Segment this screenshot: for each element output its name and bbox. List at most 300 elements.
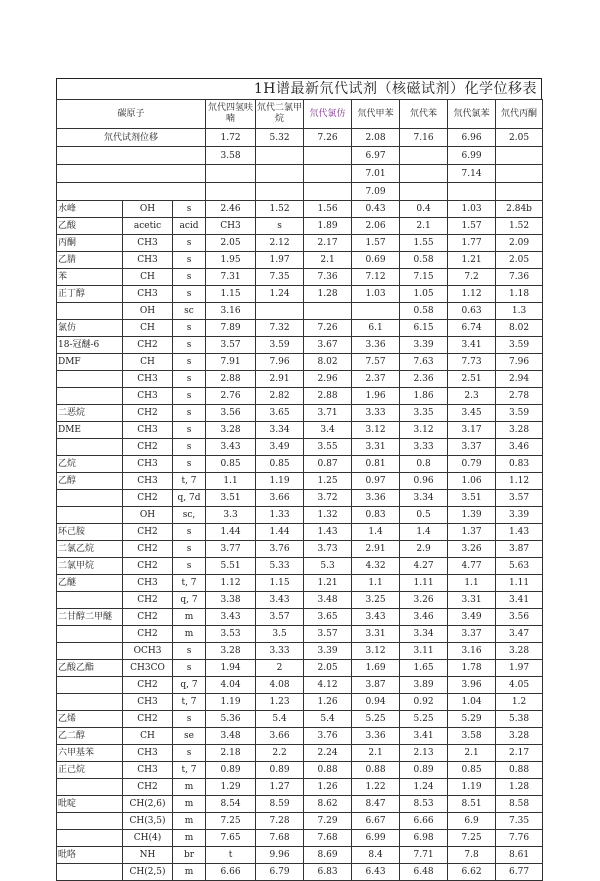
shift-value: 4.04	[206, 677, 256, 694]
shift-value: 5.4	[304, 711, 352, 728]
shift-value: 3.47	[496, 626, 543, 643]
shift-value: 1.05	[400, 286, 448, 303]
shift-value: 1.21	[304, 575, 352, 592]
compound-row	[57, 626, 543, 643]
shift-value: 3.43	[206, 439, 256, 456]
shift-value: 3.25	[352, 592, 400, 609]
shift-value	[448, 183, 496, 201]
shift-value: 3.36	[352, 728, 400, 745]
multiplicity: se	[173, 728, 206, 745]
shift-value: 3.43	[352, 609, 400, 626]
compound-name: 二恶烷	[57, 405, 123, 422]
shift-value: 4.27	[400, 558, 448, 575]
shift-value: 1.2	[496, 694, 543, 711]
shift-value: 1.25	[304, 473, 352, 490]
shift-value: 7.12	[352, 269, 400, 286]
shift-value: 5.4	[256, 711, 304, 728]
compound-row	[57, 201, 543, 218]
group-label: CH(4)	[123, 830, 173, 847]
multiplicity: s	[173, 745, 206, 762]
shift-value: 1.15	[256, 575, 304, 592]
shift-value: 2.12	[256, 235, 304, 252]
compound-row	[57, 711, 543, 728]
shift-value: 3.26	[400, 592, 448, 609]
shift-value: 6.99	[448, 147, 496, 165]
compound-name: DME	[57, 422, 123, 439]
shift-value	[256, 303, 304, 320]
shift-value: 1.37	[448, 524, 496, 541]
compound-name: 18-冠醚-6	[57, 337, 123, 354]
spreadsheet	[56, 78, 542, 881]
shift-value	[496, 165, 543, 183]
group-label: CH3	[123, 422, 173, 439]
shift-value: 1.65	[400, 660, 448, 677]
shift-value: 5.29	[448, 711, 496, 728]
shift-value: 3.41	[448, 337, 496, 354]
shift-value: 2.2	[256, 745, 304, 762]
shift-value: 8.58	[496, 796, 543, 813]
compound-row	[57, 796, 543, 813]
compound-row	[57, 762, 543, 779]
shift-value: 8.61	[496, 847, 543, 864]
compound-name: 乙酸	[57, 218, 123, 235]
compound-name: 二氯甲烷	[57, 558, 123, 575]
shift-value: 1.77	[448, 235, 496, 252]
compound-name: 苯	[57, 269, 123, 286]
compound-name: 环己胺	[57, 524, 123, 541]
compound-name: 乙酸乙酯	[57, 660, 123, 677]
shift-value: 3.16	[206, 303, 256, 320]
shift-value: 7.01	[352, 165, 400, 183]
shift-value	[256, 183, 304, 201]
shift-value: 8.62	[304, 796, 352, 813]
shift-value: t	[206, 847, 256, 864]
multiplicity: s	[173, 320, 206, 337]
compound-name: 吡咯	[57, 847, 123, 864]
shift-value: 3.37	[448, 439, 496, 456]
compound-row	[57, 660, 543, 677]
shift-value: 1.4	[400, 524, 448, 541]
header-cdcl3: 氘代氯仿	[304, 100, 352, 129]
shift-value: 3.12	[400, 422, 448, 439]
shift-value: 3.48	[304, 592, 352, 609]
multiplicity: s	[173, 354, 206, 371]
shift-value: 3.33	[400, 439, 448, 456]
shift-value: 3.37	[448, 626, 496, 643]
shift-value: 6.98	[400, 830, 448, 847]
shift-value: 1.1	[448, 575, 496, 592]
shift-value: CH3	[206, 218, 256, 235]
shift-value: 7.76	[496, 830, 543, 847]
shift-value: 5.32	[256, 129, 304, 147]
shift-value: 2.06	[352, 218, 400, 235]
shift-value: 3.34	[400, 490, 448, 507]
compound-name: 乙腈	[57, 252, 123, 269]
shift-value: 6.62	[448, 864, 496, 881]
group-label: CH2	[123, 609, 173, 626]
compound-name	[57, 626, 123, 643]
compound-row	[57, 677, 543, 694]
shift-value: s	[256, 218, 304, 235]
shift-value: 4.12	[304, 677, 352, 694]
shift-value: 3.48	[206, 728, 256, 745]
shift-value: 3.33	[352, 405, 400, 422]
shift-value: 2.05	[496, 252, 543, 269]
shift-value: 3.49	[448, 609, 496, 626]
shift-value: 3.51	[206, 490, 256, 507]
multiplicity: t, 7	[173, 762, 206, 779]
group-label: CH2	[123, 779, 173, 796]
shift-value: 3.31	[448, 592, 496, 609]
shift-value: 1.94	[206, 660, 256, 677]
shift-value: 1.52	[256, 201, 304, 218]
header-thf-d8: 氘代四氢呋喃	[206, 100, 256, 129]
shift-value: 2.3	[448, 388, 496, 405]
header-row	[57, 100, 543, 129]
shift-value: 7.35	[256, 269, 304, 286]
shift-value: 7.29	[304, 813, 352, 830]
group-label: CH2	[123, 677, 173, 694]
shift-value: 8.53	[400, 796, 448, 813]
shift-value: 7.68	[304, 830, 352, 847]
compound-name: 乙醇	[57, 473, 123, 490]
shift-value: 3.39	[496, 507, 543, 524]
shift-value: 0.58	[400, 303, 448, 320]
multiplicity: s	[173, 405, 206, 422]
shift-value: 0.87	[304, 456, 352, 473]
compound-name	[57, 490, 123, 507]
shift-value: 3.65	[256, 405, 304, 422]
compound-row	[57, 286, 543, 303]
shift-value: 3.59	[496, 337, 543, 354]
shift-value: 7.91	[206, 354, 256, 371]
header-cd2cl2: 氘代二氯甲烷	[256, 100, 304, 129]
shift-value: 2.84b	[496, 201, 543, 218]
compound-name: 二甘醇二甲醚	[57, 609, 123, 626]
group-label: NH	[123, 847, 173, 864]
header-toluene-d8: 氘代甲苯	[352, 100, 400, 129]
shift-value: 7.26	[304, 320, 352, 337]
multiplicity: t, 7	[173, 575, 206, 592]
shift-value: 2.1	[448, 745, 496, 762]
shift-value: 2.9	[400, 541, 448, 558]
shift-value: 0.96	[400, 473, 448, 490]
compound-name: 水峰	[57, 201, 123, 218]
compound-name	[57, 813, 123, 830]
header-c6d6: 氘代苯	[400, 100, 448, 129]
shift-value: 3.66	[256, 728, 304, 745]
shift-value: 1.3	[496, 303, 543, 320]
shift-value: 0.88	[496, 762, 543, 779]
multiplicity: s	[173, 235, 206, 252]
group-label: OH	[123, 201, 173, 218]
shift-value: 1.96	[352, 388, 400, 405]
compound-row	[57, 252, 543, 269]
shift-value: 1.97	[496, 660, 543, 677]
compound-row	[57, 269, 543, 286]
compound-row	[57, 541, 543, 558]
multiplicity: t, 7	[173, 473, 206, 490]
shift-value: 2.96	[304, 371, 352, 388]
shift-value: 2.51	[448, 371, 496, 388]
shift-value: 6.83	[304, 864, 352, 881]
shift-value: 3.36	[352, 337, 400, 354]
shift-value: 7.31	[206, 269, 256, 286]
shift-value: 3.16	[448, 643, 496, 660]
compound-name: 吡啶	[57, 796, 123, 813]
shift-value: 0.85	[206, 456, 256, 473]
group-label: CH2	[123, 439, 173, 456]
shift-value: 2.17	[304, 235, 352, 252]
group-label: CH3	[123, 745, 173, 762]
group-label: CH3	[123, 762, 173, 779]
multiplicity: m	[173, 813, 206, 830]
shift-value: 0.83	[352, 507, 400, 524]
shift-value: 6.9	[448, 813, 496, 830]
shift-value: 1.1	[206, 473, 256, 490]
shift-value: 1.72	[206, 129, 256, 147]
shift-value: 6.96	[448, 129, 496, 147]
shift-value: 3.31	[352, 626, 400, 643]
empty-cell	[57, 165, 206, 183]
solvent-position-row	[57, 183, 543, 201]
shift-value: 6.43	[352, 864, 400, 881]
shift-value: 1.26	[304, 694, 352, 711]
shift-value	[304, 183, 352, 201]
shift-value: 3.46	[496, 439, 543, 456]
shift-value: 1.43	[496, 524, 543, 541]
shift-value: 1.97	[256, 252, 304, 269]
shift-value: 2.88	[206, 371, 256, 388]
shift-value: 3.51	[448, 490, 496, 507]
shift-value: 1.44	[256, 524, 304, 541]
compound-row	[57, 830, 543, 847]
compound-name: 正己烷	[57, 762, 123, 779]
compound-row	[57, 592, 543, 609]
shift-value: 8.69	[304, 847, 352, 864]
group-label: CH(3,5)	[123, 813, 173, 830]
multiplicity: s	[173, 269, 206, 286]
shift-value: 7.16	[400, 129, 448, 147]
multiplicity: s	[173, 201, 206, 218]
solvent-position-row	[57, 129, 543, 147]
shift-value: 7.26	[304, 129, 352, 147]
shift-value: 7.65	[206, 830, 256, 847]
shift-value: 3.57	[496, 490, 543, 507]
shift-value: 3.28	[206, 422, 256, 439]
shift-value: 3.87	[496, 541, 543, 558]
multiplicity: s	[173, 711, 206, 728]
shift-value: 1.19	[448, 779, 496, 796]
compound-row	[57, 694, 543, 711]
group-label: CH(2,5)	[123, 864, 173, 881]
shift-value: 7.36	[304, 269, 352, 286]
shift-value: 3.28	[496, 643, 543, 660]
shift-value: 6.77	[496, 864, 543, 881]
group-label: CH3	[123, 371, 173, 388]
multiplicity: acid	[173, 218, 206, 235]
shift-value: 3.59	[256, 337, 304, 354]
shift-value: 3.35	[400, 405, 448, 422]
group-label: CH2	[123, 558, 173, 575]
multiplicity: m	[173, 779, 206, 796]
shift-value: 7.36	[496, 269, 543, 286]
compound-row	[57, 609, 543, 626]
compound-row	[57, 388, 543, 405]
shift-value: 8.02	[496, 320, 543, 337]
shift-value: 1.95	[206, 252, 256, 269]
compound-row	[57, 847, 543, 864]
shift-value: 6.15	[400, 320, 448, 337]
shift-value: 3.57	[206, 337, 256, 354]
shift-value: 2.94	[496, 371, 543, 388]
shift-value: 0.88	[352, 762, 400, 779]
compound-name	[57, 388, 123, 405]
shift-value: 2.1	[400, 218, 448, 235]
shift-value: 6.66	[400, 813, 448, 830]
compound-name: 乙烯	[57, 711, 123, 728]
shift-value: 3.59	[496, 405, 543, 422]
shift-value: 7.73	[448, 354, 496, 371]
compound-row	[57, 490, 543, 507]
shift-value: 1.89	[304, 218, 352, 235]
shift-value: 2.46	[206, 201, 256, 218]
shift-value: 3.89	[400, 677, 448, 694]
compound-row	[57, 456, 543, 473]
shift-value: 3.31	[352, 439, 400, 456]
shift-value: 3.55	[304, 439, 352, 456]
compound-name: 乙二醇	[57, 728, 123, 745]
shift-value: 3.36	[352, 490, 400, 507]
shift-value: 3.73	[304, 541, 352, 558]
multiplicity: m	[173, 626, 206, 643]
compound-name	[57, 439, 123, 456]
shift-value: 1.29	[206, 779, 256, 796]
shift-value: 2	[256, 660, 304, 677]
shift-value: 8.51	[448, 796, 496, 813]
group-label: OCH3	[123, 643, 173, 660]
shift-value: 3.72	[304, 490, 352, 507]
shift-value: 0.63	[448, 303, 496, 320]
shift-value: 3.38	[206, 592, 256, 609]
shift-value: 2.36	[400, 371, 448, 388]
shift-value: 1.27	[256, 779, 304, 796]
shift-value: 2.91	[256, 371, 304, 388]
shift-value: 6.48	[400, 864, 448, 881]
shift-value: 1.24	[400, 779, 448, 796]
shift-value: 1.03	[448, 201, 496, 218]
compound-row	[57, 745, 543, 762]
compound-name: 六甲基苯	[57, 745, 123, 762]
shift-value: 3.4	[304, 422, 352, 439]
shift-value: 0.85	[448, 762, 496, 779]
shift-value: 4.05	[496, 677, 543, 694]
shift-value: 0.94	[352, 694, 400, 711]
shift-value: 4.32	[352, 558, 400, 575]
shift-value: 6.67	[352, 813, 400, 830]
shift-value	[352, 303, 400, 320]
header-chlorobenzene-d5: 氘代氯苯	[448, 100, 496, 129]
shift-value: 2.88	[304, 388, 352, 405]
shift-value: 4.08	[256, 677, 304, 694]
shift-value: 0.69	[352, 252, 400, 269]
shift-value: 1.52	[496, 218, 543, 235]
multiplicity: q, 7	[173, 592, 206, 609]
shift-value	[304, 147, 352, 165]
compound-name	[57, 779, 123, 796]
shift-value: 3.41	[400, 728, 448, 745]
sheet-title: 1H谱最新氘代试剂（核磁试剂）化学位移表	[56, 78, 542, 99]
shift-value: 0.89	[400, 762, 448, 779]
shift-value: 0.4	[400, 201, 448, 218]
shift-value: 2.18	[206, 745, 256, 762]
shift-value	[206, 165, 256, 183]
shift-value: 7.14	[448, 165, 496, 183]
shift-value: 5.25	[352, 711, 400, 728]
group-label: CH2	[123, 337, 173, 354]
shift-value: 3.76	[304, 728, 352, 745]
shift-value: 1.28	[304, 286, 352, 303]
shift-value: 5.63	[496, 558, 543, 575]
compound-name: 乙烷	[57, 456, 123, 473]
solvent-position-row	[57, 147, 543, 165]
shift-value: 3.26	[448, 541, 496, 558]
shift-value: 8.54	[206, 796, 256, 813]
shift-value: 2.76	[206, 388, 256, 405]
compound-name	[57, 592, 123, 609]
multiplicity: s	[173, 371, 206, 388]
shift-value: 3.66	[256, 490, 304, 507]
shift-value: 3.65	[304, 609, 352, 626]
shift-value: 1.06	[448, 473, 496, 490]
shift-value: 1.19	[206, 694, 256, 711]
shift-value: 7.28	[256, 813, 304, 830]
shift-value: 7.57	[352, 354, 400, 371]
shift-value: 1.22	[352, 779, 400, 796]
shift-value: 3.12	[352, 422, 400, 439]
shift-value: 7.96	[256, 354, 304, 371]
compound-name: 乙醚	[57, 575, 123, 592]
group-label: OH	[123, 303, 173, 320]
shift-value: 3.53	[206, 626, 256, 643]
multiplicity: s	[173, 286, 206, 303]
shift-value: 1.03	[352, 286, 400, 303]
shift-value: 3.12	[352, 643, 400, 660]
solvent-position-label: 氘代试剂位移	[57, 129, 206, 147]
group-label: CH2	[123, 524, 173, 541]
compound-row	[57, 728, 543, 745]
shift-value: 1.21	[448, 252, 496, 269]
group-label: CH3	[123, 575, 173, 592]
shift-value: 3.28	[496, 728, 543, 745]
shift-value: 1.43	[304, 524, 352, 541]
shift-value: 3.45	[448, 405, 496, 422]
shift-value: 1.24	[256, 286, 304, 303]
compound-row	[57, 779, 543, 796]
shift-value: 6.99	[352, 830, 400, 847]
shift-value: 1.33	[256, 507, 304, 524]
compound-name	[57, 830, 123, 847]
shift-value: 3.56	[206, 405, 256, 422]
shift-value: 1.18	[496, 286, 543, 303]
shift-value: 2.09	[496, 235, 543, 252]
shift-value	[206, 183, 256, 201]
compound-name: 氯仿	[57, 320, 123, 337]
shift-value: 3.58	[448, 728, 496, 745]
shift-value: 8.59	[256, 796, 304, 813]
shift-value: 3.17	[448, 422, 496, 439]
shift-value: 6.74	[448, 320, 496, 337]
